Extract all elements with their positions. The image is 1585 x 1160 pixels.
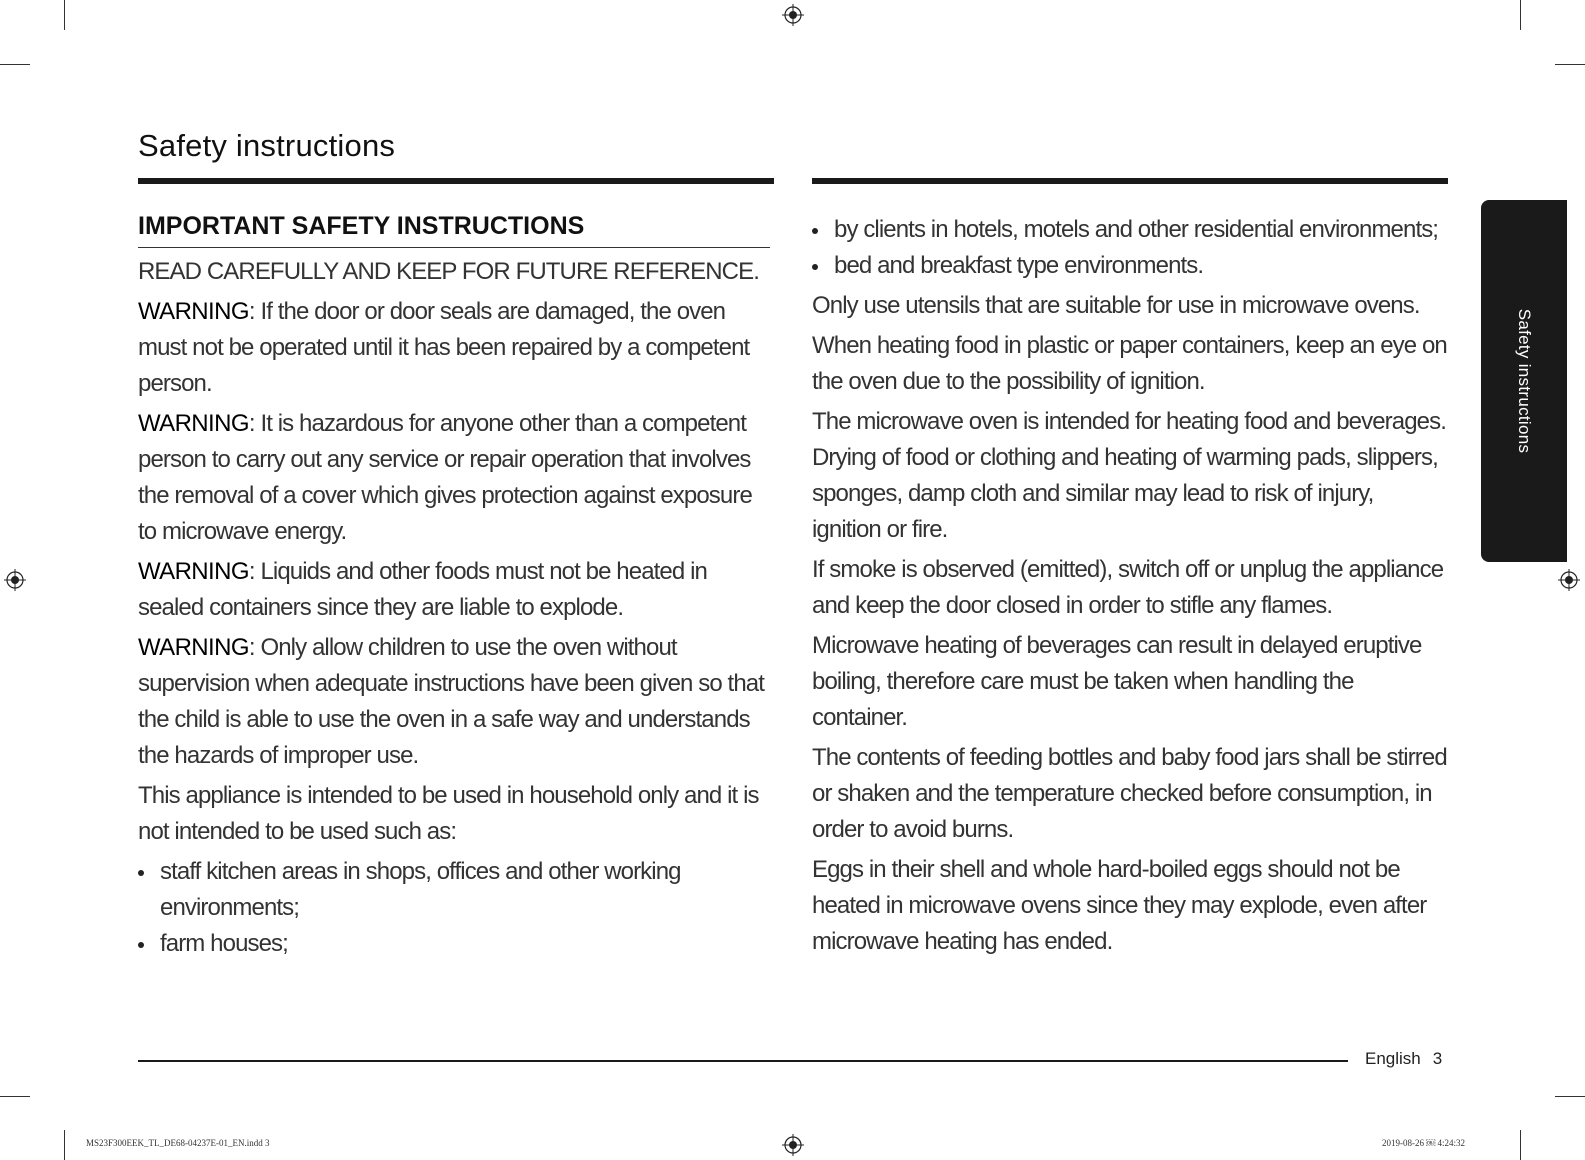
crop-mark [1520,1130,1521,1160]
crop-mark [64,0,65,30]
warning-text: : If the door or door seals are damaged, the oven must not be operated until it has been repaired by a competent person. [138,298,750,397]
right-header-rule [812,178,1448,184]
body-paragraph: If smoke is observed (emitted), switch off or unplug the appliance and keep the door closed in order to stifle any flames. [812,556,1444,619]
warning-text: : Liquids and other foods must not be heated in sealed containers since they are liable to explode. [138,558,707,621]
slug-timestamp: 2019-08-26 ￼ 4:24:32 [1382,1138,1465,1148]
section-heading: IMPORTANT SAFETY INSTRUCTIONS [138,212,770,248]
bullet-icon [812,228,818,234]
registration-mark-icon [782,4,804,26]
body-paragraph: Microwave heating of beverages can result in delayed eruptive boiling, therefore care must be taken when handling the container. [812,632,1422,731]
crop-mark [1520,0,1521,30]
body-paragraph: When heating food in plastic or paper containers, keep an eye on the oven due to the possibility of ignition. [812,332,1447,395]
warning-label: WARNING [138,634,249,661]
bullet-list [812,212,1448,284]
footer [1365,1049,1442,1069]
crop-mark [64,1130,65,1160]
page-number: 3 [1432,1049,1443,1068]
footer-language: English [1365,1049,1421,1068]
warning-label: WARNING [138,298,249,325]
crop-mark [0,64,30,65]
list-item-text: bed and breakfast type environments. [834,252,1204,279]
body-paragraph: The contents of feeding bottles and baby food jars shall be stirred or shaken and the temperature checked before consumption, in order to avoid burns. [812,744,1447,843]
list-item-text: staff kitchen areas in shops, offices and other working environments; [160,858,681,921]
read-notice: READ CAREFULLY AND KEEP FOR FUTURE REFERENCE. [138,258,759,285]
left-header-rule [138,178,774,184]
list-item [812,248,1448,284]
bullet-icon [138,942,144,948]
warning-paragraph [138,630,770,774]
list-item [138,854,770,926]
warning-paragraph [138,406,770,550]
left-column [138,212,770,966]
list-item [138,926,770,962]
registration-mark-icon [782,1134,804,1156]
slug-filename: MS23F300EEK_TL_DE68-04237E-01_EN.indd 3 [86,1138,270,1148]
footer-rule [138,1060,1348,1062]
crop-mark [1555,1096,1585,1097]
list-item-text: by clients in hotels, motels and other residential environments; [834,216,1439,243]
warning-text: : It is hazardous for anyone other than a competent person to carry out any service or repair operation that involves the removal of a cover which gives protection against exposure to microwave energy. [138,410,752,545]
right-column [812,212,1448,964]
side-tab-label: Safety instructions [1515,308,1534,454]
page-title: Safety instructions [138,128,396,163]
warning-label: WARNING [138,558,249,585]
registration-mark-icon [1558,569,1580,591]
bullet-list [138,854,770,962]
crop-mark [0,1096,30,1097]
side-tab [1481,200,1567,562]
registration-mark-icon [4,569,26,591]
body-paragraph: Eggs in their shell and whole hard-boiled eggs should not be heated in microwave ovens since they may explode, even after microwave heating has ended. [812,856,1427,955]
bullet-icon [812,264,818,270]
crop-mark [1555,64,1585,65]
list-item [812,212,1448,248]
warning-paragraph [138,554,770,626]
list-item-text: farm houses; [160,930,288,957]
body-paragraph: The microwave oven is intended for heating food and beverages. Drying of food or clothing and heating of warming pads, slippers, sponges, damp cloth and similar may lead to risk of injury, ignition or fire. [812,408,1446,543]
body-paragraph: Only use utensils that are suitable for use in microwave ovens. [812,292,1420,319]
bullet-icon [138,870,144,876]
warning-paragraph [138,294,770,402]
warning-label: WARNING [138,410,249,437]
warning-text: : Only allow children to use the oven without supervision when adequate instructions have been given so that the child is able to use the oven in a safe way and understands the hazards of improper use. [138,634,764,769]
intended-use-paragraph: This appliance is intended to be used in household only and it is not intended to be used such as: [138,782,759,845]
